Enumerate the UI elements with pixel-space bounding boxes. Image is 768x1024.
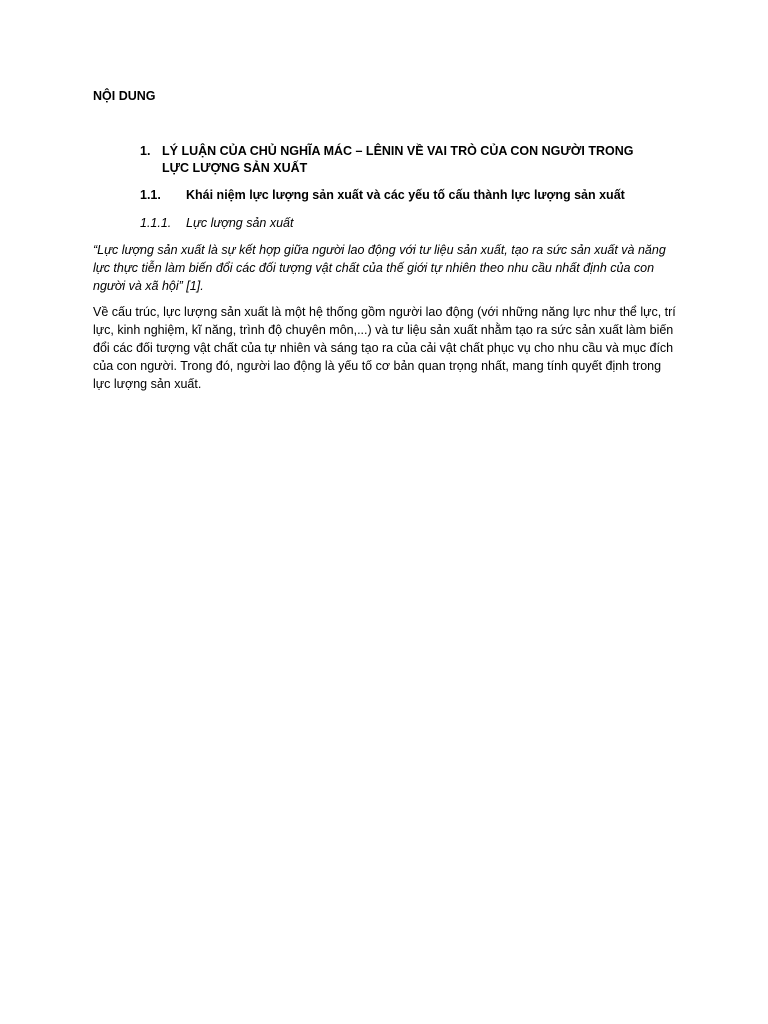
- heading-1-number: 1.: [140, 144, 151, 158]
- heading-3-number: 1.1.1.: [140, 216, 172, 230]
- heading-1-text: LÝ LUẬN CỦA CHỦ NGHĨA MÁC – LÊNIN VỀ VAI TRÒ CỦA CON NGƯỜI TRONG LỰC LƯỢNG SẢN XUẤT: [162, 144, 634, 175]
- heading-2-number: 1.1.: [140, 188, 161, 202]
- body-paragraph: Về cấu trúc, lực lượng sản xuất là một hệ thống gồm người lao động (với những năng lực như thể lực, trí lực, kinh nghiệm, kĩ năng, trình độ chuyên môn,...) và tư liệu sản xuất nhằm tạo ra sức sản xuất làm biến đổi các đối tượng vật chất của tự nhiên và sáng tạo ra của cải vật chất phục vụ cho nhu cầu và mục đích của con người. Trong đó, người lao động là yếu tố cơ bản quan trọng nhất, mang tính quyết định trong lực lượng sản xuất.: [93, 305, 676, 391]
- heading-1: [140, 143, 660, 177]
- definition-quote: “Lực lượng sản xuất là sự kết hợp giữa người lao động với tư liệu sản xuất, tạo ra sức sản xuất và năng lực thực tiễn làm biến đổi các đối tượng vật chất của thế giới tự nhiên theo nhu cầu nhất định của con người và xã hội” [1].: [93, 243, 666, 293]
- heading-3-text: Lực lượng sản xuất: [186, 216, 294, 230]
- heading-3: [140, 215, 660, 232]
- section-title: NỘI DUNG: [93, 89, 156, 103]
- heading-2: [140, 187, 660, 204]
- heading-2-text: Khái niệm lực lượng sản xuất và các yếu tố cấu thành lực lượng sản xuất: [186, 188, 625, 202]
